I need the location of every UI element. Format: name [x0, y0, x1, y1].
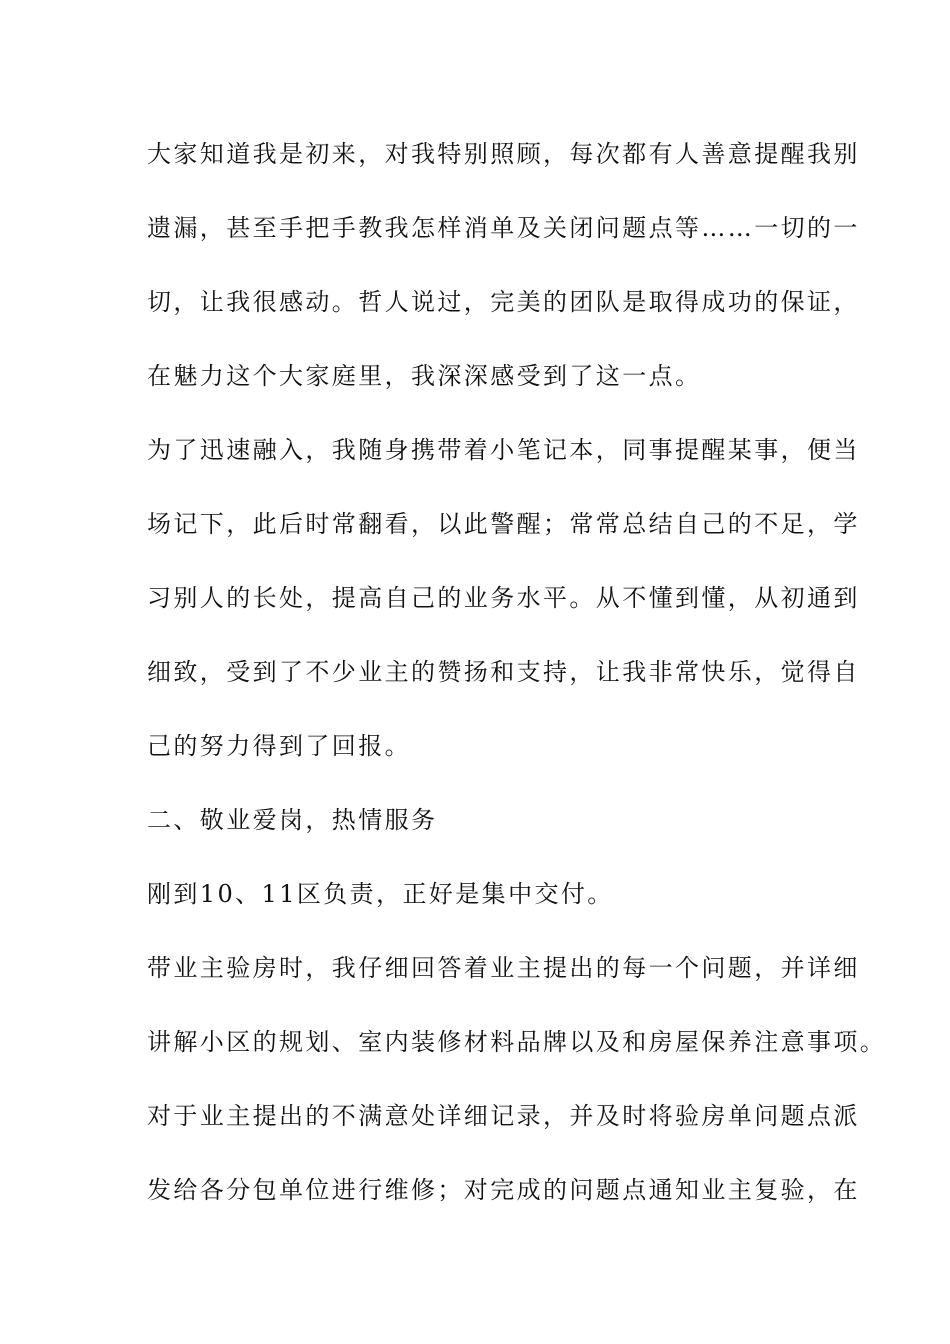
paragraph-line: 大家知道我是初来，对我特别照顾，每次都有人善意提醒我别 — [147, 140, 860, 168]
paragraph-line: 在魅力这个大家庭里，我深深感受到了这一点。 — [147, 362, 702, 390]
paragraph-line: 刚到10、11区负责，正好是集中交付。 — [147, 880, 614, 908]
paragraph-line: 带业主验房时，我仔细回答着业主提出的每一个问题，并详细 — [147, 954, 860, 982]
paragraph-line: 发给各分包单位进行维修；对完成的问题点通知业主复验，在 — [147, 1176, 860, 1204]
section-heading: 二、敬业爱岗，热情服务 — [147, 806, 438, 834]
paragraph-line: 遗漏，甚至手把手教我怎样消单及关闭问题点等……一切的一 — [147, 214, 860, 242]
paragraph-line: 为了迅速融入，我随身携带着小笔记本，同事提醒某事，便当 — [147, 436, 860, 464]
paragraph-line: 讲解小区的规划、室内装修材料品牌以及和房屋保养注意事项。 — [147, 1028, 887, 1056]
paragraph-line: 己的努力得到了回报。 — [147, 732, 411, 760]
paragraph-line: 习别人的长处，提高自己的业务水平。从不懂到懂，从初通到 — [147, 584, 860, 612]
paragraph-line: 切，让我很感动。哲人说过，完美的团队是取得成功的保证， — [147, 288, 860, 316]
paragraph-line: 对于业主提出的不满意处详细记录，并及时将验房单问题点派 — [147, 1102, 860, 1130]
paragraph-line: 细致，受到了不少业主的赞扬和支持，让我非常快乐，觉得自 — [147, 658, 860, 686]
paragraph-line: 场记下，此后时常翻看，以此警醒；常常总结自己的不足，学 — [147, 510, 860, 538]
